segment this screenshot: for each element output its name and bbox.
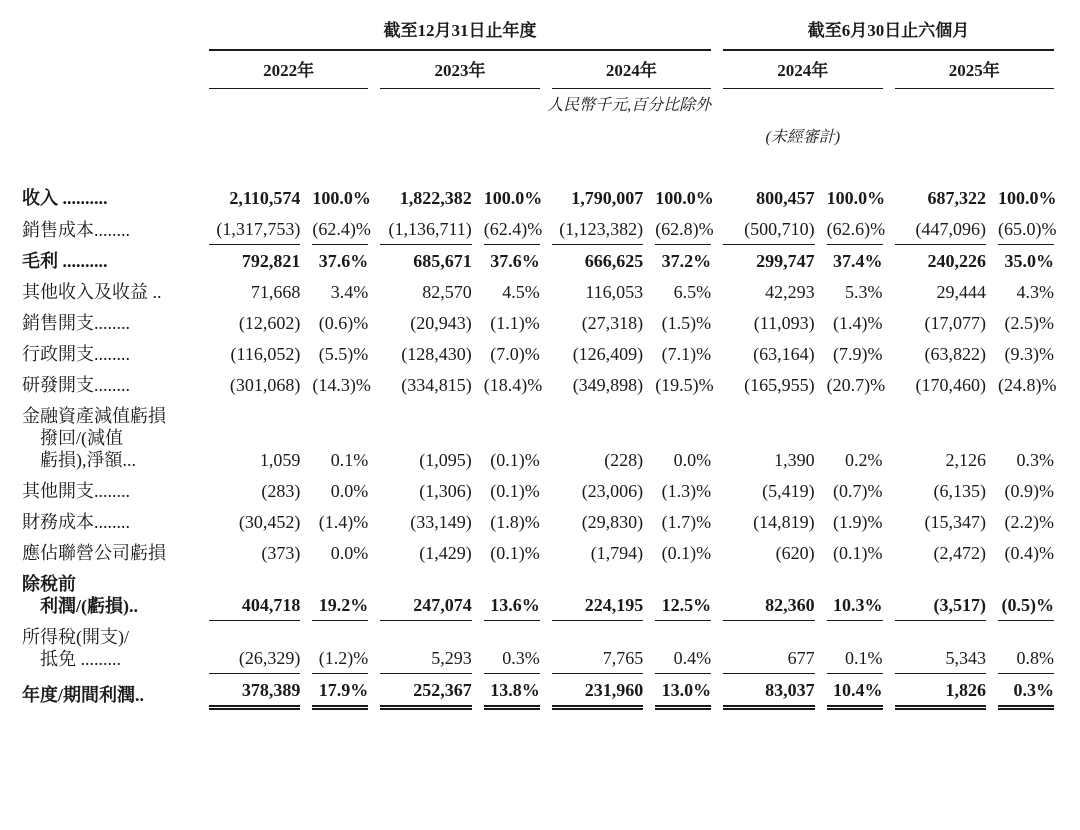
- row-label-line: 銷售成本........: [22, 220, 130, 240]
- cell-value: 792,821: [241, 251, 301, 271]
- cell-value: 247,074: [380, 568, 472, 621]
- cell-value: (1,306): [419, 481, 472, 501]
- cell-value: (63,164): [753, 344, 815, 364]
- cell-value: (1,794): [590, 543, 644, 563]
- row-label: [22, 674, 197, 710]
- cell-value: 0.2%: [845, 450, 883, 470]
- cell-value: (65.0)%: [998, 213, 1054, 245]
- unit-note: 人民幣千元,百分比除外: [547, 97, 712, 114]
- cell-value: (334,815): [401, 375, 472, 395]
- row-label-line: 銷售開支........: [22, 313, 130, 333]
- cell-value: (20.7)%: [826, 375, 886, 395]
- cell-value: 42,293: [765, 282, 815, 302]
- cell-value: 677: [723, 621, 815, 674]
- table-row: [22, 537, 1054, 568]
- cell-value: (63,822): [924, 344, 986, 364]
- cell-value: (24.8)%: [998, 375, 1057, 395]
- table-row: [22, 276, 1054, 307]
- row-label: [22, 537, 197, 568]
- cell-value: 37.4%: [833, 251, 883, 271]
- cell-value: (9.3)%: [1004, 344, 1054, 364]
- row-label: [22, 369, 197, 400]
- cell-value: (0.1)%: [490, 543, 540, 563]
- cell-value: (1,136,711): [380, 213, 472, 245]
- cell-value: (301,068): [229, 375, 301, 395]
- cell-value: (14.3)%: [312, 375, 371, 395]
- cell-value: (1.7)%: [661, 512, 712, 532]
- cell-value: 100.0%: [826, 188, 886, 208]
- cell-value: (1,123,382): [552, 213, 644, 245]
- cell-value: (26,329): [209, 621, 301, 674]
- cell-value: 29,444: [936, 282, 986, 302]
- table-row: [22, 307, 1054, 338]
- year-header-2023: 2023年: [380, 51, 539, 89]
- spacer-cell: [895, 117, 1055, 149]
- spacer-cell: [22, 51, 197, 89]
- cell-value: 82,570: [422, 282, 472, 302]
- cell-value: (20,943): [410, 313, 472, 333]
- row-label-line: 研發開支........: [22, 375, 130, 395]
- year-header-2025-interim: 2025年: [895, 51, 1055, 89]
- cell-value: 100.0%: [312, 188, 371, 208]
- year-header-2024-interim: 2024年: [723, 51, 882, 89]
- cell-value: 252,367: [380, 674, 472, 710]
- cell-value: 100.0%: [483, 188, 543, 208]
- cell-value: 0.4%: [655, 621, 711, 674]
- cell-value: (620): [775, 543, 815, 563]
- cell-value: 687,322: [927, 188, 986, 208]
- cell-value: 5.3%: [845, 282, 883, 302]
- cell-value: (14,819): [753, 512, 815, 532]
- cell-value: (23,006): [581, 481, 644, 501]
- cell-value: (1.8)%: [490, 512, 540, 532]
- row-label: [22, 307, 197, 338]
- cell-value: 12.5%: [655, 568, 711, 621]
- cell-value: (170,460): [915, 375, 986, 395]
- row-label: [22, 213, 197, 245]
- cell-value: (116,052): [230, 344, 301, 364]
- row-label: [22, 475, 197, 506]
- cell-value: (128,430): [401, 344, 472, 364]
- cell-value: 0.3%: [998, 674, 1054, 710]
- cell-value: (1,429): [419, 543, 472, 563]
- table-row: [22, 621, 1054, 674]
- cell-value: 13.8%: [484, 674, 540, 710]
- unaudited-note: (未經審計): [765, 129, 841, 146]
- cell-value: 224,195: [552, 568, 644, 621]
- cell-value: 116,053: [585, 282, 644, 302]
- cell-value: 6.5%: [673, 282, 712, 302]
- cell-value: 0.0%: [673, 450, 712, 470]
- row-label-line: 利潤/(虧損)..: [40, 596, 138, 616]
- cell-value: (0.7)%: [833, 481, 883, 501]
- group-header-row: [22, 20, 1054, 51]
- income-statement-table: [10, 20, 1066, 710]
- cell-value: (7.9)%: [833, 344, 883, 364]
- cell-value: 5,343: [895, 621, 987, 674]
- row-label-line: 虧損),淨額...: [40, 450, 136, 470]
- cell-value: (3,517): [895, 568, 987, 621]
- cell-value: 800,457: [756, 188, 815, 208]
- table-row: [22, 338, 1054, 369]
- cell-value: 231,960: [552, 674, 644, 710]
- row-label-line: 行政開支........: [22, 344, 130, 364]
- row-label-line: 收入 ..........: [22, 188, 108, 208]
- cell-value: 0.8%: [998, 621, 1054, 674]
- cell-value: 378,389: [209, 674, 301, 710]
- cell-value: (17,077): [924, 313, 986, 333]
- cell-value: (1.4)%: [833, 313, 883, 333]
- spacer-cell: [22, 89, 368, 117]
- cell-value: 299,747: [756, 251, 815, 271]
- cell-value: 5,293: [380, 621, 472, 674]
- table-row: [22, 400, 1054, 475]
- row-label-line: 撥回/(減值: [40, 428, 123, 448]
- table-row: [22, 245, 1054, 276]
- row-label-line: 抵免 .........: [40, 649, 121, 669]
- cell-value: (62.4)%: [484, 213, 540, 245]
- table-row: [22, 149, 1054, 213]
- table-row: [22, 674, 1054, 710]
- cell-value: (165,955): [744, 375, 815, 395]
- cell-value: (62.4)%: [312, 213, 368, 245]
- cell-value: 404,718: [209, 568, 301, 621]
- row-label: [22, 245, 197, 276]
- unaudited-note-row: [22, 117, 1054, 149]
- cell-value: 19.2%: [312, 568, 368, 621]
- cell-value: (0.1)%: [490, 481, 540, 501]
- cell-value: (7.1)%: [661, 344, 712, 364]
- cell-value: (5.5)%: [318, 344, 369, 364]
- cell-value: 10.4%: [827, 674, 883, 710]
- cell-value: (0.4)%: [1004, 543, 1054, 563]
- cell-value: (7.0)%: [490, 344, 540, 364]
- row-label: [22, 568, 197, 621]
- cell-value: 0.3%: [1016, 450, 1054, 470]
- cell-value: 100.0%: [998, 188, 1057, 208]
- year-header-row: [22, 51, 1054, 89]
- cell-value: (33,149): [410, 512, 472, 532]
- cell-value: (1.3)%: [661, 481, 712, 501]
- table-body: [22, 149, 1057, 710]
- cell-value: 1,059: [259, 450, 301, 470]
- cell-value: (1.1)%: [490, 313, 540, 333]
- row-label: [22, 338, 197, 369]
- cell-value: (1.2)%: [312, 621, 368, 674]
- cell-value: 1,790,007: [571, 188, 644, 208]
- cell-value: 240,226: [927, 251, 986, 271]
- row-label-line: 所得稅(開支)/: [22, 627, 129, 647]
- table-row: [22, 369, 1054, 400]
- cell-value: 100.0%: [655, 188, 714, 208]
- column-group-interim: 截至6月30日止六個月: [723, 20, 1054, 51]
- row-label: [22, 276, 197, 307]
- cell-value: 71,668: [250, 282, 301, 302]
- cell-value: (283): [261, 481, 301, 501]
- cell-value: 685,671: [413, 251, 472, 271]
- cell-value: 2,110,574: [229, 188, 301, 208]
- cell-value: (2.2)%: [1004, 512, 1054, 532]
- column-group-annual: 截至12月31日止年度: [209, 20, 711, 51]
- cell-value: (126,409): [572, 344, 644, 364]
- cell-value: (0.5)%: [998, 568, 1054, 621]
- cell-value: 1,822,382: [399, 188, 472, 208]
- row-label-line: 其他收入及收益 ..: [22, 282, 162, 302]
- cell-value: (18.4)%: [483, 375, 543, 395]
- cell-value: 17.9%: [312, 674, 368, 710]
- cell-value: (500,710): [723, 213, 815, 245]
- cell-value: 35.0%: [1004, 251, 1054, 271]
- cell-value: (1.9)%: [833, 512, 883, 532]
- cell-value: 13.6%: [484, 568, 540, 621]
- row-label-line: 金融資產減值虧損: [22, 406, 166, 426]
- cell-value: (0.1)%: [833, 543, 883, 563]
- cell-value: (11,093): [753, 313, 815, 333]
- row-label-line: 其他開支........: [22, 481, 130, 501]
- cell-value: 37.2%: [661, 251, 712, 271]
- cell-value: 37.6%: [318, 251, 369, 271]
- cell-value: 666,625: [584, 251, 644, 271]
- cell-value: (0.1)%: [490, 450, 540, 470]
- cell-value: 83,037: [723, 674, 815, 710]
- cell-value: (27,318): [581, 313, 644, 333]
- cell-value: (62.8)%: [655, 213, 711, 245]
- table-row: [22, 475, 1054, 506]
- row-label: [22, 149, 197, 213]
- table-row: [22, 568, 1054, 621]
- cell-value: (1,095): [419, 450, 472, 470]
- cell-value: (2,472): [933, 543, 986, 563]
- cell-value: (228): [604, 450, 644, 470]
- cell-value: 7,765: [552, 621, 644, 674]
- cell-value: (349,898): [572, 375, 644, 395]
- cell-value: 0.1%: [827, 621, 883, 674]
- cell-value: (1.5)%: [661, 313, 712, 333]
- cell-value: (30,452): [238, 512, 301, 532]
- cell-value: (2.5)%: [1004, 313, 1054, 333]
- row-label-line: 毛利 ..........: [22, 251, 108, 271]
- cell-value: (1,317,753): [209, 213, 301, 245]
- table-row: [22, 506, 1054, 537]
- spacer-cell: [22, 117, 711, 149]
- cell-value: (373): [261, 543, 301, 563]
- cell-value: (0.1)%: [661, 543, 712, 563]
- spacer-cell: [22, 20, 197, 51]
- cell-value: 0.3%: [484, 621, 540, 674]
- row-label: [22, 506, 197, 537]
- cell-value: (0.6)%: [318, 313, 369, 333]
- year-header-2022: 2022年: [209, 51, 368, 89]
- cell-value: 4.3%: [1016, 282, 1054, 302]
- row-label-line: 除稅前: [22, 574, 76, 594]
- cell-value: 10.3%: [827, 568, 883, 621]
- row-label-line: 年度/期間利潤..: [22, 685, 145, 705]
- row-label-line: 財務成本........: [22, 512, 130, 532]
- spacer-cell: [723, 89, 1054, 117]
- cell-value: (6,135): [933, 481, 986, 501]
- row-label-line: 應佔聯營公司虧損: [22, 543, 166, 563]
- cell-value: 0.1%: [330, 450, 369, 470]
- cell-value: 13.0%: [655, 674, 711, 710]
- cell-value: 0.0%: [330, 543, 369, 563]
- cell-value: 0.0%: [330, 481, 369, 501]
- row-label: [22, 621, 197, 674]
- cell-value: (29,830): [581, 512, 644, 532]
- cell-value: (15,347): [924, 512, 986, 532]
- cell-value: 82,360: [723, 568, 815, 621]
- cell-value: 2,126: [945, 450, 986, 470]
- unit-note-row: [22, 89, 1054, 117]
- cell-value: (62.6)%: [827, 213, 883, 245]
- year-header-2024: 2024年: [552, 51, 711, 89]
- cell-value: (19.5)%: [655, 375, 714, 395]
- cell-value: 1,826: [895, 674, 987, 710]
- cell-value: 1,390: [774, 450, 815, 470]
- row-label: [22, 400, 197, 475]
- cell-value: 4.5%: [502, 282, 540, 302]
- table-row: [22, 213, 1054, 245]
- cell-value: 37.6%: [490, 251, 540, 271]
- cell-value: 3.4%: [330, 282, 369, 302]
- cell-value: (5,419): [762, 481, 815, 501]
- cell-value: (447,096): [895, 213, 987, 245]
- cell-value: (12,602): [238, 313, 301, 333]
- cell-value: (0.9)%: [1004, 481, 1054, 501]
- cell-value: (1.4)%: [318, 512, 369, 532]
